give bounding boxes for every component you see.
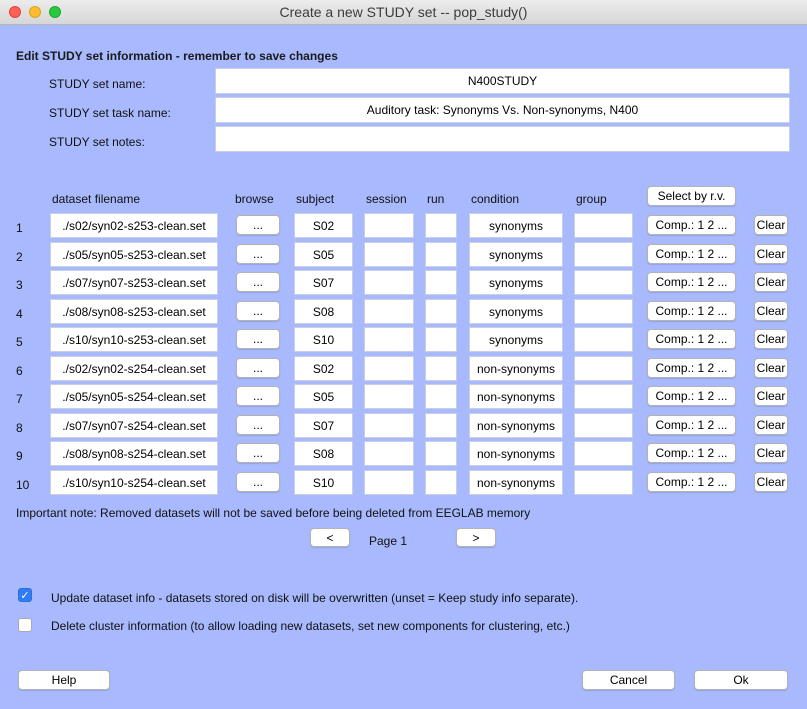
condition-input[interactable]: non-synonyms xyxy=(469,470,563,495)
cancel-button[interactable]: Cancel xyxy=(582,670,675,690)
clear-row-button[interactable]: Clear xyxy=(754,358,788,378)
browse-button[interactable]: ... xyxy=(236,301,280,321)
col-header-condition: condition xyxy=(471,192,520,206)
run-input[interactable] xyxy=(425,242,457,267)
browse-button[interactable]: ... xyxy=(236,415,280,435)
run-input[interactable] xyxy=(425,470,457,495)
run-input[interactable] xyxy=(425,413,457,438)
clear-row-button[interactable]: Clear xyxy=(754,386,788,406)
subject-input[interactable]: S10 xyxy=(294,470,353,495)
clear-row-button[interactable]: Clear xyxy=(754,244,788,264)
subject-input[interactable]: S05 xyxy=(294,384,353,409)
group-input[interactable] xyxy=(574,270,633,295)
group-input[interactable] xyxy=(574,413,633,438)
row-number: 6 xyxy=(16,364,23,378)
session-input[interactable] xyxy=(364,270,414,295)
session-input[interactable] xyxy=(364,213,414,238)
browse-button[interactable]: ... xyxy=(236,215,280,235)
study-task-label: STUDY set task name: xyxy=(49,106,171,120)
session-input[interactable] xyxy=(364,242,414,267)
browse-button[interactable]: ... xyxy=(236,244,280,264)
col-header-run: run xyxy=(427,192,445,206)
subject-input[interactable]: S07 xyxy=(294,413,353,438)
row-number: 4 xyxy=(16,307,23,321)
update-dataset-checkbox[interactable] xyxy=(18,588,32,602)
dataset-filename-input[interactable]: ./s08/syn08-s253-clean.set xyxy=(50,299,218,324)
dataset-filename-input[interactable]: ./s05/syn05-s253-clean.set xyxy=(50,242,218,267)
condition-input[interactable]: synonyms xyxy=(469,299,563,324)
components-button[interactable]: Comp.: 1 2 ... xyxy=(647,244,736,264)
select-by-rv-button[interactable]: Select by r.v. xyxy=(647,186,736,206)
subject-input[interactable]: S02 xyxy=(294,356,353,381)
dataset-filename-input[interactable]: ./s07/syn07-s253-clean.set xyxy=(50,270,218,295)
session-input[interactable] xyxy=(364,299,414,324)
checkmark-icon: ✓ xyxy=(20,589,30,602)
components-button[interactable]: Comp.: 1 2 ... xyxy=(647,415,736,435)
components-button[interactable]: Comp.: 1 2 ... xyxy=(647,329,736,349)
subject-input[interactable]: S08 xyxy=(294,299,353,324)
browse-button[interactable]: ... xyxy=(236,329,280,349)
next-page-button[interactable]: > xyxy=(456,528,496,547)
row-number: 9 xyxy=(16,449,23,463)
prev-page-button[interactable]: < xyxy=(310,528,350,547)
subject-input[interactable]: S10 xyxy=(294,327,353,352)
ok-button[interactable]: Ok xyxy=(694,670,788,690)
clear-row-button[interactable]: Clear xyxy=(754,472,788,492)
dataset-filename-input[interactable]: ./s05/syn05-s254-clean.set xyxy=(50,384,218,409)
subject-input[interactable]: S08 xyxy=(294,441,353,466)
browse-button[interactable]: ... xyxy=(236,272,280,292)
condition-input[interactable]: synonyms xyxy=(469,270,563,295)
condition-input[interactable]: synonyms xyxy=(469,242,563,267)
update-dataset-label: Update dataset info - datasets stored on disk will be overwritten (unset = Keep study info separate). xyxy=(51,591,579,605)
components-button[interactable]: Comp.: 1 2 ... xyxy=(647,272,736,292)
browse-button[interactable]: ... xyxy=(236,358,280,378)
delete-cluster-label: Delete cluster information (to allow loading new datasets, set new components for clustering, etc.) xyxy=(51,619,570,633)
clear-row-button[interactable]: Clear xyxy=(754,415,788,435)
help-button[interactable]: Help xyxy=(18,670,110,690)
session-input[interactable] xyxy=(364,384,414,409)
study-name-input[interactable]: N400STUDY xyxy=(215,68,790,94)
dataset-filename-input[interactable]: ./s02/syn02-s253-clean.set xyxy=(50,213,218,238)
subject-input[interactable]: S05 xyxy=(294,242,353,267)
row-number: 7 xyxy=(16,392,23,406)
condition-input[interactable]: non-synonyms xyxy=(469,384,563,409)
study-task-input[interactable]: Auditory task: Synonyms Vs. Non-synonyms, N400 xyxy=(215,97,790,123)
subject-input[interactable]: S02 xyxy=(294,213,353,238)
col-header-subject: subject xyxy=(296,192,335,206)
condition-input[interactable]: non-synonyms xyxy=(469,441,563,466)
window-titlebar xyxy=(0,0,807,25)
group-input[interactable] xyxy=(574,242,633,267)
group-input[interactable] xyxy=(574,327,633,352)
group-input[interactable] xyxy=(574,356,633,381)
section-heading: Edit STUDY set information - remember to save changes xyxy=(16,49,338,63)
dataset-filename-input[interactable]: ./s10/syn10-s253-clean.set xyxy=(50,327,218,352)
session-input[interactable] xyxy=(364,413,414,438)
components-button[interactable]: Comp.: 1 2 ... xyxy=(647,301,736,321)
run-input[interactable] xyxy=(425,356,457,381)
session-input[interactable] xyxy=(364,356,414,381)
session-input[interactable] xyxy=(364,327,414,352)
dataset-filename-input[interactable]: ./s07/syn07-s254-clean.set xyxy=(50,413,218,438)
group-input[interactable] xyxy=(574,470,633,495)
browse-button[interactable]: ... xyxy=(236,472,280,492)
clear-row-button[interactable]: Clear xyxy=(754,272,788,292)
dataset-filename-input[interactable]: ./s10/syn10-s254-clean.set xyxy=(50,470,218,495)
row-number: 2 xyxy=(16,250,23,264)
group-input[interactable] xyxy=(574,213,633,238)
browse-button[interactable]: ... xyxy=(236,443,280,463)
window-title: Create a new STUDY set -- pop_study() xyxy=(279,4,528,20)
study-notes-label: STUDY set notes: xyxy=(49,135,145,149)
clear-row-button[interactable]: Clear xyxy=(754,301,788,321)
run-input[interactable] xyxy=(425,327,457,352)
dataset-filename-input[interactable]: ./s02/syn02-s254-clean.set xyxy=(50,356,218,381)
row-number: 8 xyxy=(16,421,23,435)
important-note: Important note: Removed datasets will not be saved before being deleted from EEGLAB memory xyxy=(16,506,531,520)
col-header-browse: browse xyxy=(235,192,274,206)
components-button[interactable]: Comp.: 1 2 ... xyxy=(647,358,736,378)
row-number: 3 xyxy=(16,278,23,292)
run-input[interactable] xyxy=(425,384,457,409)
condition-input[interactable]: non-synonyms xyxy=(469,356,563,381)
components-button[interactable]: Comp.: 1 2 ... xyxy=(647,386,736,406)
components-button[interactable]: Comp.: 1 2 ... xyxy=(647,215,736,235)
components-button[interactable]: Comp.: 1 2 ... xyxy=(647,443,736,463)
delete-cluster-checkbox[interactable] xyxy=(18,618,32,632)
col-header-group: group xyxy=(576,192,607,206)
study-name-label: STUDY set name: xyxy=(49,77,146,91)
session-input[interactable] xyxy=(364,441,414,466)
row-number: 1 xyxy=(16,221,23,235)
components-button[interactable]: Comp.: 1 2 ... xyxy=(647,472,736,492)
subject-input[interactable]: S07 xyxy=(294,270,353,295)
browse-button[interactable]: ... xyxy=(236,386,280,406)
col-header-filename: dataset filename xyxy=(52,192,141,206)
condition-input[interactable]: synonyms xyxy=(469,327,563,352)
clear-row-button[interactable]: Clear xyxy=(754,443,788,463)
condition-input[interactable]: non-synonyms xyxy=(469,413,563,438)
row-number: 5 xyxy=(16,335,23,349)
clear-row-button[interactable]: Clear xyxy=(754,329,788,349)
group-input[interactable] xyxy=(574,384,633,409)
row-number: 10 xyxy=(16,478,30,492)
col-header-session: session xyxy=(366,192,407,206)
run-input[interactable] xyxy=(425,270,457,295)
study-notes-input[interactable] xyxy=(215,126,790,152)
run-input[interactable] xyxy=(425,441,457,466)
run-input[interactable] xyxy=(425,213,457,238)
group-input[interactable] xyxy=(574,299,633,324)
page-indicator: Page 1 xyxy=(369,534,408,548)
session-input[interactable] xyxy=(364,470,414,495)
run-input[interactable] xyxy=(425,299,457,324)
clear-row-button[interactable]: Clear xyxy=(754,215,788,235)
condition-input[interactable]: synonyms xyxy=(469,213,563,238)
dataset-filename-input[interactable]: ./s08/syn08-s254-clean.set xyxy=(50,441,218,466)
group-input[interactable] xyxy=(574,441,633,466)
